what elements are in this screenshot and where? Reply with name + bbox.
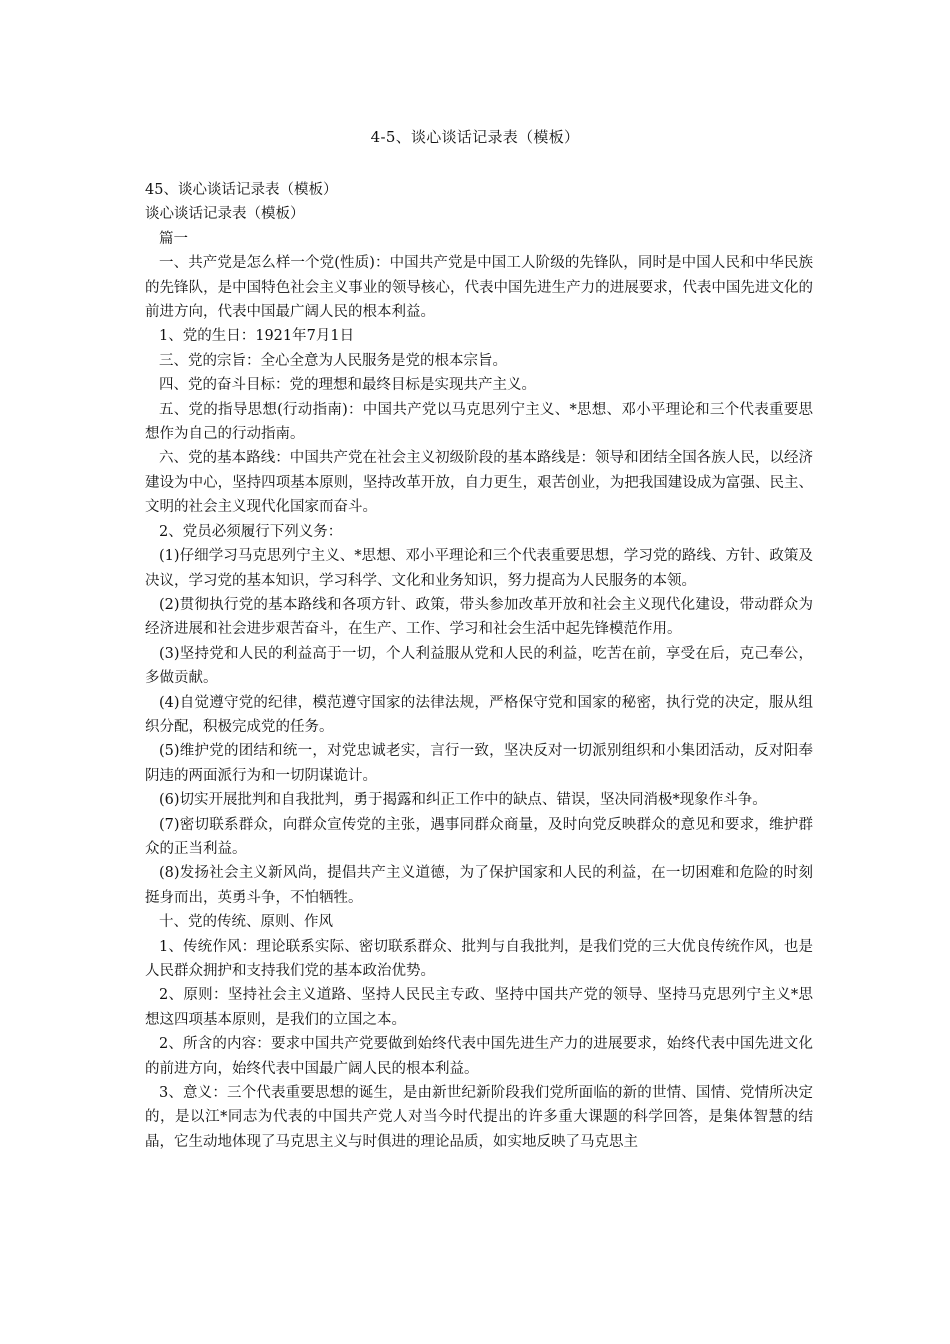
paragraph-duty-1: (1)仔细学习马克思列宁主义、*思想、邓小平理论和三个代表重要思想，学习党的路线、方针、政策及决议，学习党的基本知识，学习科学、文化和业务知识，努力提高为人民服务的本领。 <box>145 548 813 589</box>
paragraph-duty-3: (3)坚持党和人民的利益高于一切，个人利益服从党和人民的利益，吃苦在前，享受在后，克己奉公，多做贡献。 <box>145 645 813 687</box>
paragraph-contents: 2、所含的内容：要求中国共产党要做到始终代表中国先进生产力的进展要求，始终代表中国先进文化的前进方向，始终代表中国最广阔人民的根本利益。 <box>145 1036 813 1077</box>
paragraph-section-label: 篇一 <box>159 230 188 247</box>
paragraph-principles: 2、原则：坚持社会主义道路、坚持人民民主专政、坚持中国共产党的领导、坚持马克思列宁主义*思想这四项基本原则，是我们的立国之本。 <box>145 987 813 1028</box>
paragraph-duty-5: (5)维护党的团结和统一，对党忠诚老实，言行一致，坚决反对一切派别组织和小集团活动，反对阳奉阴违的两面派行为和一切阴谋诡计。 <box>145 743 813 784</box>
paragraph-tradition-heading: 十、党的传统、原则、作风 <box>159 914 333 931</box>
paragraph-duty-8: (8)发扬社会主义新风尚，提倡共产主义道德，为了保护国家和人民的利益，在一切困难和危险的时刻挺身而出，英勇斗争，不怕牺牲。 <box>145 865 813 906</box>
paragraph-basic-line: 六、党的基本路线：中国共产党在社会主义初级阶段的基本路线是：领导和团结全国各族人民，以经济建设为中心，坚持四项基本原则，坚持改革开放，自力更生，艰苦创业，为把我国建设成为富强、民主、文明的社会主义现代化国家而奋斗。 <box>145 450 813 516</box>
paragraph-duty-4: (4)自觉遵守党的纪律，模范遵守国家的法律法规，严格保守党和国家的秘密，执行党的决定，服从组织分配，积极完成党的任务。 <box>145 694 813 735</box>
paragraph-guiding-thought: 五、党的指导思想(行动指南)：中国共产党以马克思列宁主义、*思想、邓小平理论和三个代表重要思想作为自己的行动指南。 <box>145 401 813 443</box>
document-title: 4-5、谈心谈话记录表（模板） <box>370 128 580 146</box>
document-body <box>145 178 813 1154</box>
paragraph-duty-2: (2)贯彻执行党的基本路线和各项方针、政策，带头参加改革开放和社会主义现代化建设，带动群众为经济进展和社会进步艰苦奋斗，在生产、工作、学习和社会生活中起先锋模范作用。 <box>145 596 813 638</box>
paragraph-duty-6: (6)切实开展批判和自我批判，勇于揭露和纠正工作中的缺点、错误，坚决同消极*现象作斗争。 <box>159 792 767 809</box>
subtitle-line-1: 45、谈心谈话记录表（模板） <box>145 182 338 198</box>
paragraph-significance: 3、意义：三个代表重要思想的诞生，是由新世纪新阶段我们党所面临的新的世情、国情、党情所决定的，是以江*同志为代表的中国共产党人对当今时代提出的许多重大课题的科学回答，是集体智慧的结晶，它生动地体现了马克思主义与时俱进的理论品质，如实地反映了马克思主 <box>145 1085 813 1150</box>
paragraph-party-birthday: 1、党的生日：1921年7月1日 <box>159 328 355 345</box>
paragraph-duty-7: (7)密切联系群众，向群众宣传党的主张，遇事同群众商量，及时向党反映群众的意见和要求，维护群众的正当利益。 <box>145 816 813 857</box>
subtitle-line-2: 谈心谈话记录表（模板） <box>145 206 305 223</box>
paragraph-party-nature: 一、共产党是怎么样一个党(性质)：中国共产党是中国工人阶级的先锋队，同时是中国人民和中华民族的先锋队，是中国特色社会主义事业的领导核心，代表中国先进生产力的进展要求，代表中国先进文化的前进方向，代表中国最广阔人民的根本利益。 <box>145 255 813 321</box>
paragraph-tradition-style: 1、传统作风：理论联系实际、密切联系群众、批判与自我批判，是我们党的三大优良传统作风，也是人民群众拥护和支持我们党的基本政治优势。 <box>145 938 813 979</box>
paragraph-party-purpose: 三、党的宗旨：全心全意为人民服务是党的根本宗旨。 <box>159 352 507 369</box>
paragraph-member-duties-heading: 2、党员必须履行下列义务： <box>159 523 343 540</box>
paragraph-party-goal: 四、党的奋斗目标：党的理想和最终目标是实现共产主义。 <box>159 377 536 394</box>
